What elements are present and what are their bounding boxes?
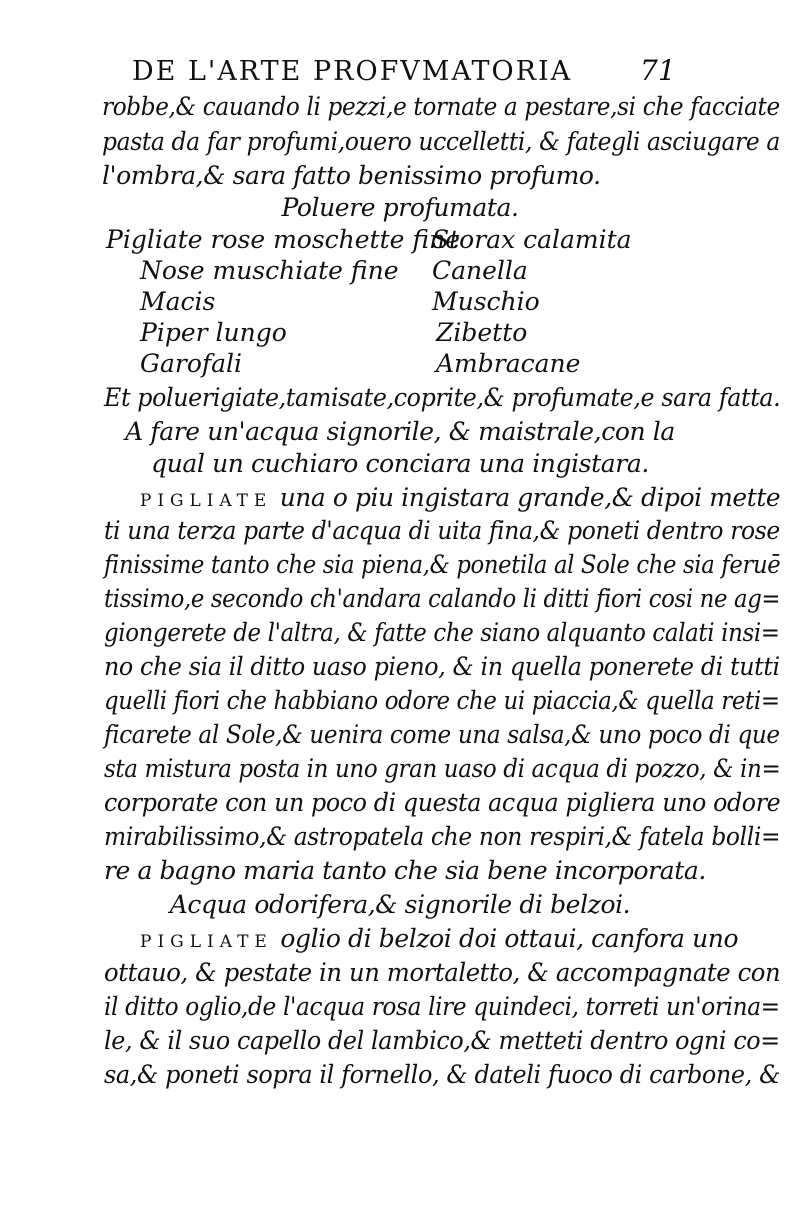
ingredient-left: Macis: [140, 287, 216, 316]
text-line: tissimo,e secondo ch'andara calando li ditti fiori cosi ne ag=: [104, 584, 781, 613]
text-line: re a bagno maria tanto che sia bene incorporata.: [104, 856, 706, 885]
text-line: no che sia il ditto uaso pieno, & in quella ponerete di tutti: [104, 652, 780, 681]
paragraph-first-line: [140, 924, 738, 957]
text-line: pasta da far profumi,ouero uccelletti, & fategli asciugare a: [102, 127, 781, 156]
ingredient-right: Storax calamita: [432, 225, 632, 254]
text-line: corporate con un poco di questa acqua pigliera uno odore: [104, 788, 781, 817]
ingredient-left: Pigliate rose moschette fine: [106, 225, 460, 254]
text-line: robbe,& cauando li pezzi,e tornate a pestare,si che facciate: [102, 92, 780, 121]
text-line: quelli fiori che habbiano odore che ui piaccia,& quella reti=: [104, 686, 780, 715]
ingredient-right: Ambracane: [436, 349, 581, 378]
opening-word: PIGLIATE: [140, 932, 273, 952]
text-run: oglio di belzoi doi ottaui, canfora uno: [280, 924, 739, 953]
text-line: sa,& poneti sopra il fornello, & dateli fuoco di carbone, &: [104, 1060, 781, 1089]
ingredient-left: Nose muschiate fine: [140, 256, 399, 285]
text-line: giongerete de l'altra, & fatte che siano alquanto calati insi=: [104, 618, 780, 647]
text-line: ottauo, & pestate in un mortaletto, & accompagnate con: [104, 958, 781, 987]
section-heading: qual un cuchiaro conciara una ingistara.: [151, 449, 649, 478]
text-line: mirabilissimo,& astropatela che non respiri,& fatela bolli=: [104, 822, 781, 851]
text-line: ti una terza parte d'acqua di uita fina,& poneti dentro rose: [104, 516, 780, 545]
page-number: 71: [640, 54, 676, 87]
paragraph-first-line: [140, 483, 780, 516]
running-title: DE L'ARTE PROFVMATORIA: [132, 56, 573, 87]
text-line: il ditto oglio,de l'acqua rosa lire quindeci, torreti un'orina=: [104, 992, 780, 1021]
ingredient-right: Zibetto: [436, 318, 528, 347]
text-line: l'ombra,& sara fatto benissimo profumo.: [102, 161, 601, 190]
ingredient-left: Piper lungo: [140, 318, 287, 347]
text-line: ficarete al Sole,& uenira come una salsa,& uno poco di que: [104, 720, 780, 749]
text-line: le, & il suo capello del lambico,& metteti dentro ogni co=: [104, 1026, 780, 1055]
section-heading: Acqua odorifera,& signorile di belzoi.: [169, 890, 631, 919]
ingredient-left: Garofali: [140, 349, 243, 378]
text-line: finissime tanto che sia piena,& ponetila al Sole che sia feruē: [104, 550, 781, 579]
ingredient-right: Muschio: [432, 287, 540, 316]
text-line: Et poluerigiate,tamisate,coprite,& profumate,e sara fatta.: [104, 383, 781, 412]
ingredient-right: Canella: [432, 256, 528, 285]
section-heading: A fare un'acqua signorile, & maistrale,con la: [125, 417, 675, 446]
opening-word: PIGLIATE: [140, 491, 273, 511]
text-run: una o piu ingistara grande,& dipoi mette: [279, 483, 781, 512]
section-heading: Poluere profumata.: [281, 193, 519, 222]
text-line: sta mistura posta in uno gran uaso di acqua di pozzo, & in=: [104, 754, 781, 783]
